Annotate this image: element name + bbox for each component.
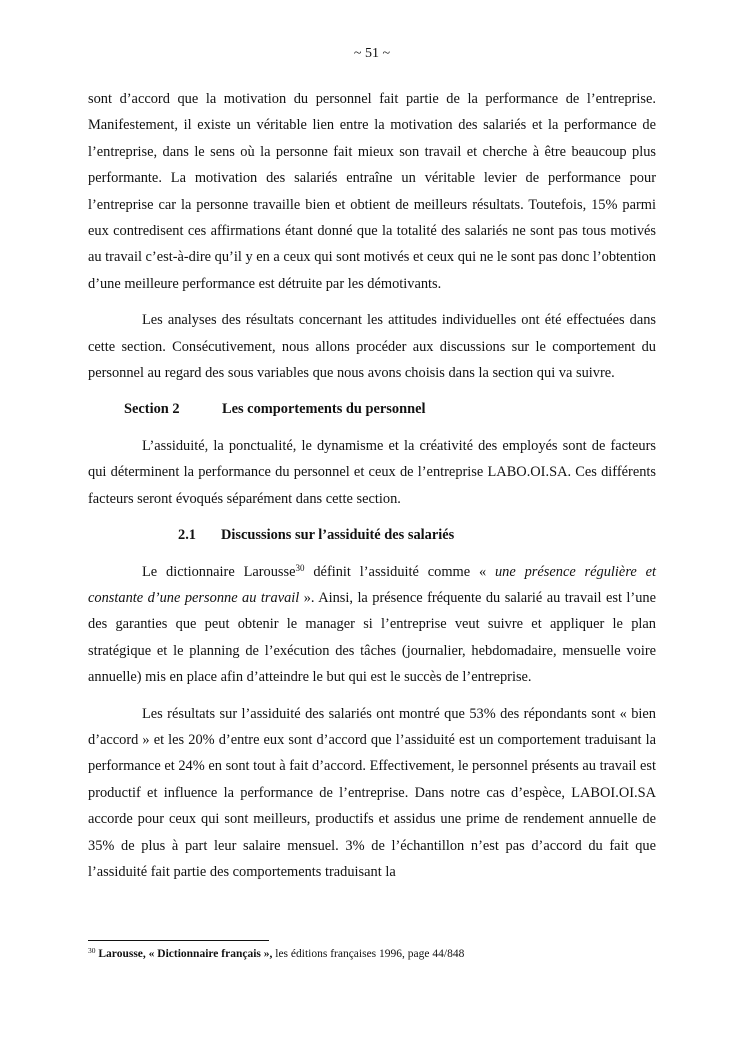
section-heading bbox=[88, 396, 656, 422]
definition-middle: définit l’assiduité comme « bbox=[304, 563, 495, 580]
subsection-number: 2.1 bbox=[178, 527, 196, 544]
body-text bbox=[88, 86, 656, 885]
footnote-separator bbox=[88, 940, 269, 941]
paragraph-definition bbox=[88, 559, 656, 691]
subsection-heading bbox=[88, 522, 656, 548]
paragraph-motivation-conclusion: sont d’accord que la motivation du personnel fait partie de la performance de l’entreprise. Manifestement, il existe un véritable lien entre la motivation des salariés et la performance de l’entreprise, dans le sens où la personne fait mieux son travail et cherche à être beaucoup plus performante. La motivation des salariés entraîne un véritable levier de performance pour l’entreprise car la personne travaille bien et obtient de meilleurs résultats. Toutefois, 15% parmi eux contredisent ces affirmations étant donné que la totalité des salariés ne sont pas tous motivés au travail c’est-à-dire qu’il y en a ceux qui sont motivés et ceux qui ne le sont pas donc l’obtention d’une meilleure performance est détruite par les démotivants. bbox=[88, 91, 656, 292]
definition-quote: une présence régulière et constante d’une personne au travail bbox=[88, 563, 656, 606]
definition-rest: ». Ainsi, la présence fréquente du salarié au travail est l’une des garanties que peut obtenir le manager si l’entreprise veut suivre et appliquer le plan stratégique et le planning de l’exécution des tâches (journalier, hebdomadaire, mensuelle voire annuelle) mis en place afin d’atteindre le but qui est le succès de l’entreprise. bbox=[88, 589, 656, 686]
page-number: ~ 51 ~ bbox=[353, 46, 391, 61]
paragraph-section-intro: L’assiduité, la ponctualité, le dynamisme et la créativité des employés sont de facteurs qui déterminent la performance du personnel et ceux de l’entreprise LABO.OI.SA. Ces différents facteurs seront évoqués séparément dans cette section. bbox=[88, 437, 656, 507]
section-number: Section 2 bbox=[124, 401, 180, 418]
section-title: Les comportements du personnel bbox=[222, 401, 426, 418]
paragraph-assiduity-results: Les résultats sur l’assiduité des salariés ont montré que 53% des répondants sont « bien d’accord » et les 20% d’entre eux sont d’accord que l’assiduité est un comportement traduisant la performance et 24% en sont tout à fait d’accord. Effectivement, le personnel présents au travail est productif et influence la performance de l’entreprise. Dans notre cas d’espèce, LABOI.OI.SA accorde pour ceux qui sont meilleurs, productifs et assidus une prime de rendement annuelle de 35% de plus à part leur salaire mensuel. 3% de l’échantillon n’est pas d’accord du fait que l’assiduité fait partie des comportements traduisant la bbox=[88, 705, 656, 880]
footnote-details: les éditions françaises 1996, page 44/848 bbox=[272, 948, 465, 960]
definition-lead: Le dictionnaire Larousse bbox=[142, 563, 296, 580]
footnote-number: 30 bbox=[88, 946, 96, 955]
footnote-reference: 30 bbox=[295, 562, 305, 573]
subsection-title: Discussions sur l’assiduité des salariés bbox=[221, 527, 455, 544]
paragraph-transition: Les analyses des résultats concernant les attitudes individuelles ont été effectuées dans cette section. Consécutivement, nous allons procéder aux discussions sur le comportement du personnel au regard des sous variables que nous avons choisis dans la section qui va suivre. bbox=[88, 312, 656, 382]
footnote bbox=[88, 946, 656, 962]
footnote-source: Larousse, « Dictionnaire français », bbox=[95, 948, 273, 960]
